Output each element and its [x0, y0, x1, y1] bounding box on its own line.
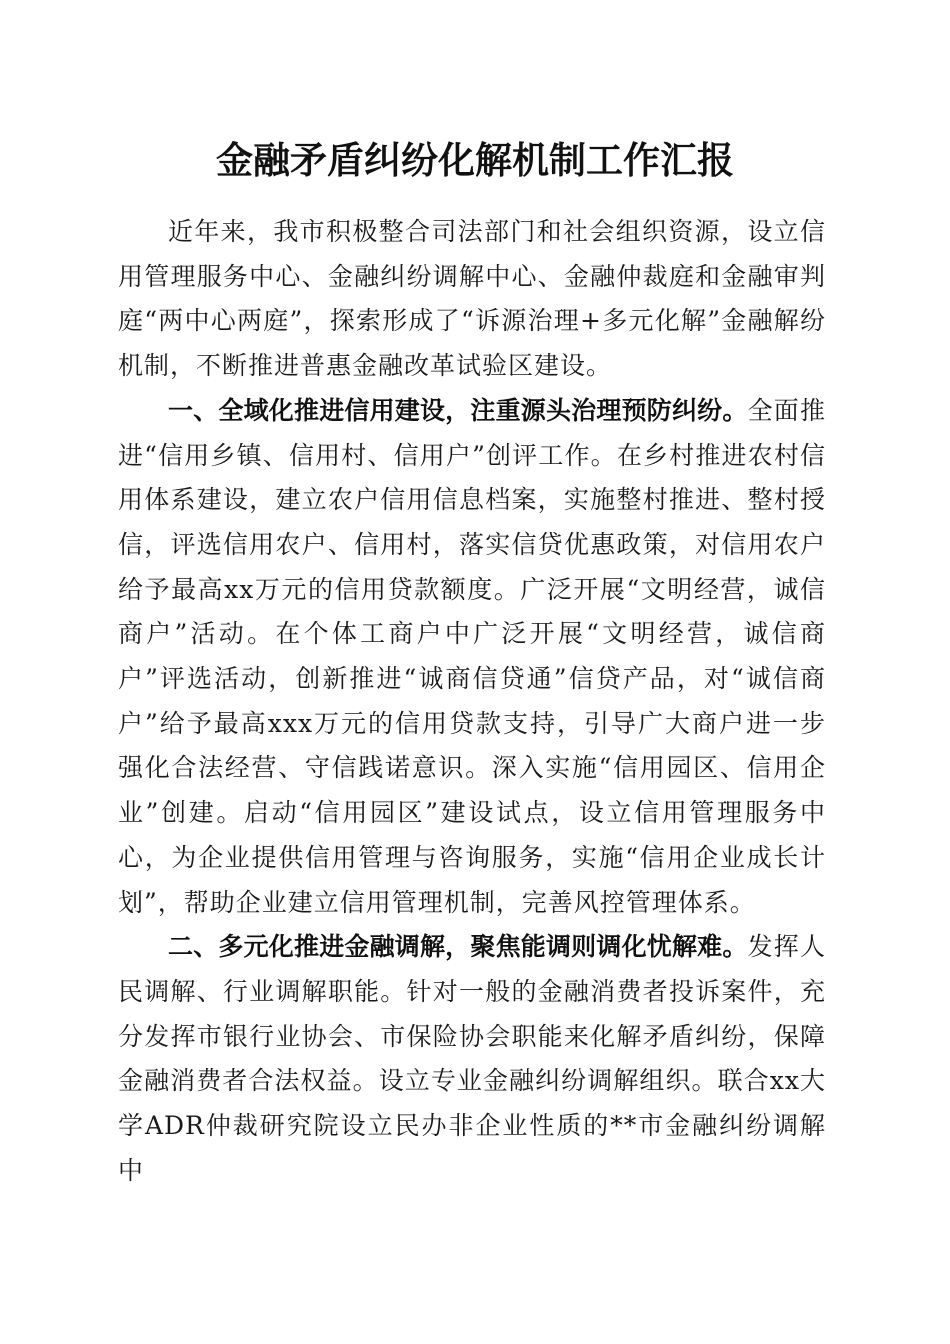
section-2-paragraph — [118, 925, 826, 1193]
intro-paragraph: 近年来，我市积极整合司法部门和社会组织资源，设立信用管理服务中心、金融纠纷调解中心、金融仲裁庭和金融审判庭“两中心两庭”，探索形成了“诉源治理+多元化解”金融解纷机制，不断推进普惠金融改革试验区建设。 — [118, 217, 826, 381]
section-1-text: 全面推进“信用乡镇、信用村、信用户”创评工作。在乡村推进农村信用体系建设，建立农户信用信息档案，实施整村推进、整村授信，评选信用农户、信用村，落实信贷优惠政策，对信用农户给予最高xx万元的信用贷款额度。广泛开展“文明经营，诚信商户”活动。在个体工商户中广泛开展“文明经营，诚信商户”评选活动，创新推进“诚商信贷通”信贷产品，对“诚信商户”给予最高xxx万元的信用贷款支持，引导广大商户进一步强化合法经营、守信践诺意识。深入实施“信用园区、信用企业”创建。启动“信用园区”建设试点，设立信用管理服务中心，为企业提供信用管理与咨询服务，实施“信用企业成长计划”，帮助企业建立信用管理机制，完善风控管理体系。 — [118, 395, 826, 917]
section-2-heading: 二、多元化推进金融调解，聚焦能调则调化忧解难。 — [168, 932, 748, 962]
document-title: 金融矛盾纠纷化解机制工作汇报 — [216, 138, 734, 182]
section-1-heading: 一、全域化推进信用建设，注重源头治理预防纠纷。 — [168, 395, 748, 425]
document-body — [118, 210, 826, 1193]
section-2-text: 发挥人民调解、行业调解职能。针对一般的金融消费者投诉案件，充分发挥市银行业协会、市保险协会职能来化解矛盾纠纷，保障金融消费者合法权益。设立专业金融纠纷调解组织。联合xx大学ADR仲裁研究院设立民办非企业性质的**市金融纠纷调解中 — [118, 932, 826, 1185]
section-1-paragraph — [118, 389, 826, 925]
